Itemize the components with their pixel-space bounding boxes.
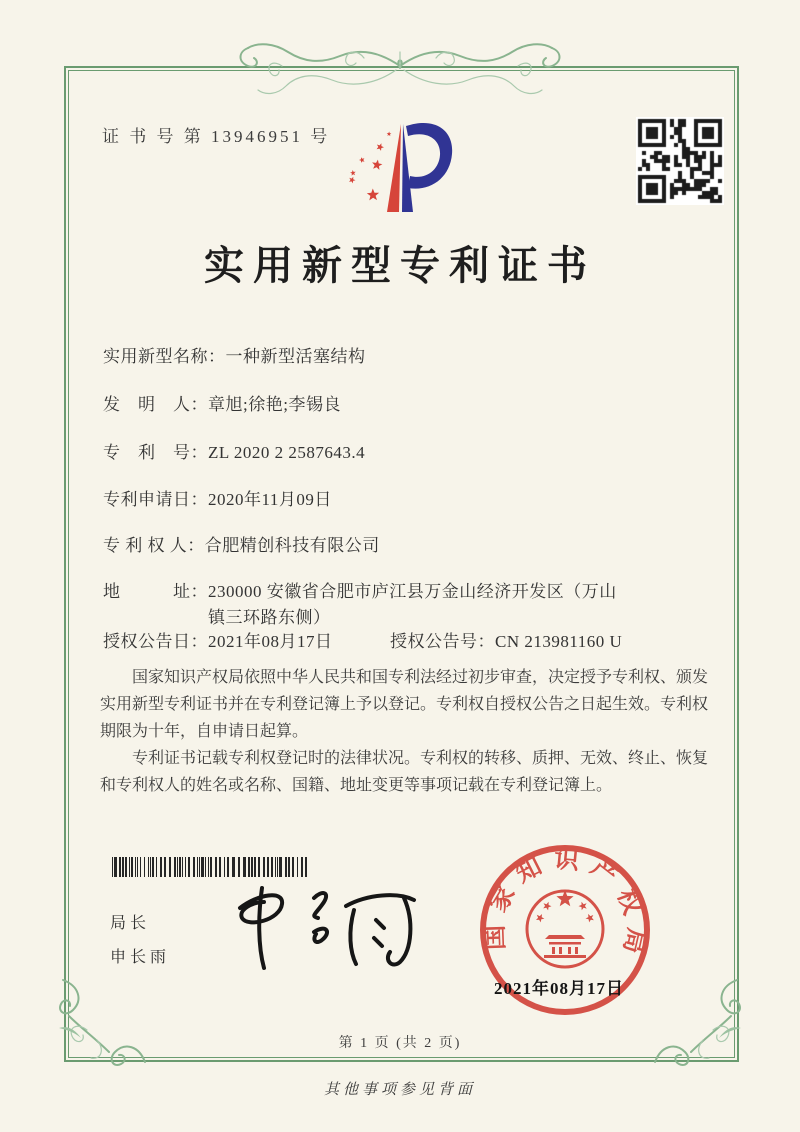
certificate-number: 证 书 号 第 13946951 号 [102,127,331,146]
certificate-title: 实用新型专利证书 [204,243,596,288]
legal-paragraph-1: 国家知识产权局依照中华人民共和国专利法经过初步审查，决定授予专利权、颁发实用新型专利证书并在专利登记簿上予以登记。专利权自授权公告之日起生效。专利权期限为十年，自申请日起算。 [100,669,709,740]
director-name-label: 申长雨 [110,949,171,966]
field-address [103,579,743,631]
legal-paragraph-2: 专利证书记载专利权登记时的法律状况。专利权的转移、质押、无效、终止、恢复和专利权人的姓名或名称、国籍、地址变更等事项记载在专利登记簿上。 [100,750,709,794]
field-patent-number [103,440,743,466]
corner-flourish-icon [58,972,153,1067]
seal-arc-text: 国家知识产权局 [481,845,650,966]
field-value: ZL 2020 2 2587643.4 [208,443,366,462]
field-value: 章旭;徐艳;李锡良 [208,395,341,414]
cnipa-patent-logo-icon [340,112,510,232]
field-grant-row [103,629,743,655]
field-inventors [103,392,743,418]
field-value: CN 213981160 U [495,632,623,651]
field-patentee [103,533,743,559]
field-label: 专利申请日： [103,490,208,509]
legal-text [100,664,708,799]
field-grant-number [390,629,622,655]
field-label: 地 址： [103,582,208,601]
barcode-icon [112,857,314,877]
seal-date: 2021年08月17日 [494,979,624,998]
field-value: 2021年08月17日 [208,632,333,651]
corner-flourish-icon [647,972,742,1067]
director-signature-icon [218,876,428,976]
field-value: 一种新型活塞结构 [225,347,366,366]
field-label: 授权公告日： [103,632,208,651]
field-label: 发 明 人： [103,395,208,414]
director-title-label: 局长 [110,915,151,932]
svg-text:国家知识产权局 [480,845,650,966]
field-utility-model-name [103,344,743,370]
field-filing-date [103,487,743,513]
field-value: 2020年11月09日 [208,490,332,509]
field-label: 实用新型名称： [103,347,226,366]
field-value: 合肥精创科技有限公司 [204,536,380,555]
field-label: 专 利 权 人： [103,536,205,555]
field-value: 230000 安徽省合肥市庐江县万金山经济开发区（万山镇三环路东侧） [208,582,617,627]
dragon-scroll-ornament-icon [230,22,570,112]
back-side-note: 其他事项参见背面 [323,1082,476,1098]
qr-code-icon [636,117,724,205]
field-label: 授权公告号： [390,632,495,651]
field-label: 专 利 号： [103,443,208,462]
national-emblem-icon [527,890,603,967]
page-number: 第 1 页 (共 2 页) [338,1036,462,1051]
